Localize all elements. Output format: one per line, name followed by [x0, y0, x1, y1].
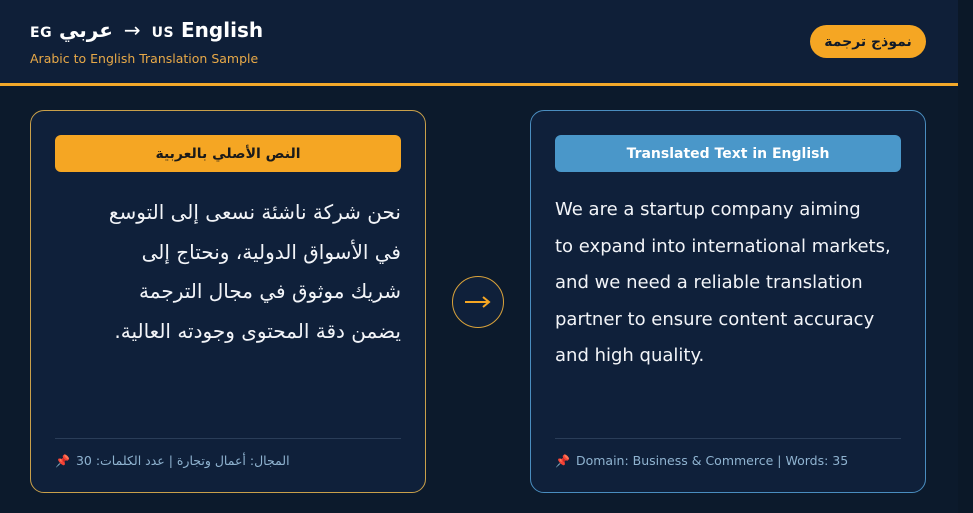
- arrow-right-icon: [464, 295, 492, 309]
- translated-line: We are a startup company aiming: [555, 199, 861, 220]
- pushpin-icon: 📌: [55, 453, 70, 468]
- translated-line: and we need a reliable translation: [555, 272, 863, 293]
- egypt-flag-icon: EG: [30, 25, 53, 41]
- target-meta: Domain: Business & Commerce | Words: 35: [575, 453, 849, 468]
- translated-text: [555, 192, 901, 375]
- translated-text-card: [530, 110, 926, 493]
- target-card-footer: [555, 453, 901, 468]
- source-line: نحن شركة ناشئة نسعى إلى التوسع: [108, 200, 401, 224]
- source-language: عربي: [59, 18, 113, 42]
- source-line: شريك موثوق في مجال الترجمة: [139, 279, 401, 303]
- page-subtitle: Arabic to English Translation Sample: [30, 51, 259, 66]
- header: [0, 0, 958, 86]
- us-flag-icon: US: [151, 25, 175, 41]
- source-text-card: [30, 110, 426, 493]
- arrow-right-icon: [452, 276, 504, 328]
- target-language: English: [181, 18, 264, 42]
- divider: [555, 438, 901, 439]
- divider: [55, 438, 401, 439]
- source-line: يضمن دقة المحتوى وجودته العالية.: [114, 318, 401, 343]
- page-title: [30, 18, 263, 42]
- source-line: في الأسواق الدولية، ونحتاج إلى: [141, 239, 401, 264]
- translated-line: partner to ensure content accuracy: [555, 308, 875, 330]
- scrollbar-track[interactable]: [958, 0, 973, 513]
- arrow-icon: →: [123, 18, 141, 42]
- translation-sample-badge: نموذج ترجمة: [810, 25, 926, 58]
- source-card-label: النص الأصلي بالعربية: [55, 135, 401, 172]
- translated-line: and high quality.: [555, 345, 705, 366]
- source-card-footer: [55, 453, 401, 468]
- target-card-label: Translated Text in English: [555, 135, 901, 172]
- pushpin-icon: 📌: [555, 453, 570, 468]
- source-meta: المجال: أعمال وتجارة | عدد الكلمات: 30: [75, 453, 290, 468]
- translated-line: to expand into international markets,: [555, 235, 891, 257]
- source-text: [55, 193, 401, 351]
